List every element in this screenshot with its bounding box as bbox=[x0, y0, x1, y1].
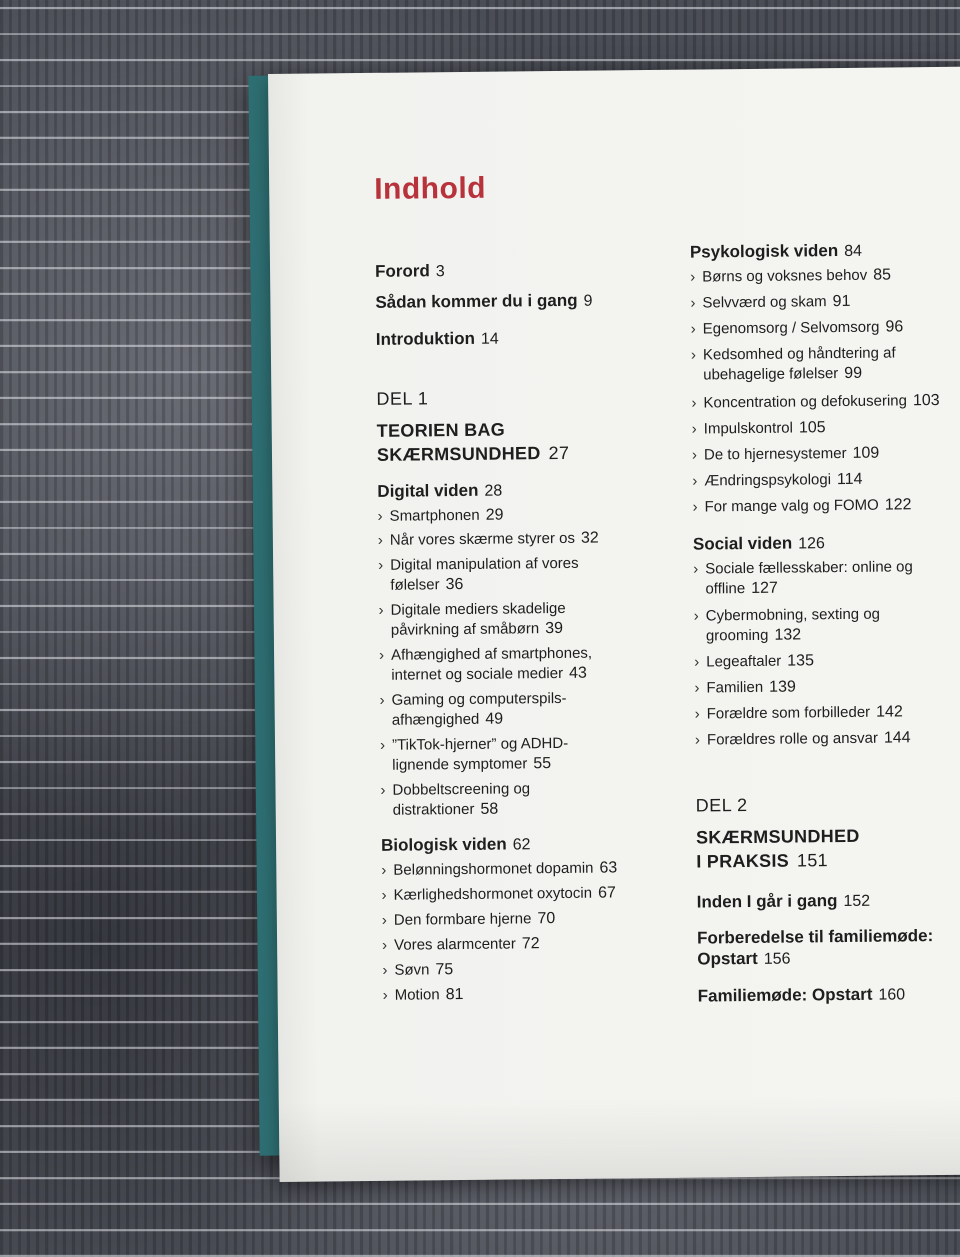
entry-page: 122 bbox=[884, 496, 912, 514]
entry-page: 14 bbox=[480, 330, 499, 348]
entry-page: 36 bbox=[445, 575, 464, 594]
toc-entry bbox=[697, 889, 957, 914]
section-label: Psykologisk viden bbox=[689, 241, 839, 262]
toc-entry bbox=[697, 925, 937, 971]
book-page bbox=[268, 67, 960, 1182]
entry-label: Smartphonen bbox=[389, 506, 480, 525]
entry-page: 32 bbox=[580, 529, 599, 547]
toc-title: Indhold bbox=[374, 171, 487, 206]
toc-subentry bbox=[382, 933, 674, 956]
toc-subentry bbox=[690, 265, 960, 288]
toc-subentry bbox=[378, 554, 590, 596]
entry-page: 9 bbox=[583, 292, 593, 310]
entry-page: 127 bbox=[751, 579, 778, 597]
entry-label: ”TikTok-hjerner” og ADHD-lignende symptomer bbox=[391, 734, 569, 774]
entry-label: Familiemøde: Opstart bbox=[697, 984, 873, 1006]
entry-page: 49 bbox=[485, 710, 504, 728]
entry-page: 160 bbox=[878, 986, 906, 1004]
entry-label: Den formbare hjerne bbox=[393, 910, 532, 929]
entry-page: 55 bbox=[533, 755, 552, 773]
part-title-line: I PRAKSIS bbox=[696, 850, 790, 872]
entry-page: 96 bbox=[885, 318, 904, 336]
entry-page: 114 bbox=[836, 470, 863, 489]
section-page: 62 bbox=[512, 836, 531, 854]
toc-subentry bbox=[378, 504, 670, 527]
entry-page: 132 bbox=[774, 626, 802, 644]
entry-label: Inden I går i gang bbox=[696, 891, 838, 912]
entry-label: De to hjernesystemer bbox=[703, 444, 847, 464]
entry-label: Vores alarmcenter bbox=[394, 935, 516, 954]
entry-page: 144 bbox=[883, 729, 911, 747]
toc-subentry bbox=[695, 728, 960, 751]
entry-label: Kedsomhed og håndtering af ubehagelige følelser bbox=[702, 344, 896, 384]
entry-page: 85 bbox=[873, 266, 892, 284]
entry-label: Søvn bbox=[394, 961, 430, 979]
toc-subentry bbox=[693, 557, 920, 599]
section-page: 126 bbox=[798, 535, 825, 553]
section-heading bbox=[693, 532, 825, 555]
part-page: 151 bbox=[796, 850, 829, 871]
entry-label: Koncentration og defokusering bbox=[703, 392, 908, 412]
toc-subentry bbox=[380, 779, 562, 821]
entry-label: Digitale mediers skadelige påvirkning af småbørn bbox=[390, 599, 566, 639]
section-page: 28 bbox=[484, 482, 503, 500]
section-heading bbox=[690, 240, 862, 264]
entry-page: 135 bbox=[787, 652, 815, 670]
part-title-line: SKÆRMSUNDHED bbox=[376, 443, 541, 465]
part-title-line: SKÆRMSUNDHED bbox=[695, 825, 860, 848]
part-number: DEL 2 bbox=[695, 795, 748, 816]
entry-page: 109 bbox=[852, 444, 880, 462]
entry-label: Selvværd og skam bbox=[702, 293, 827, 312]
entry-label: Børns og voksnes behov bbox=[702, 266, 868, 286]
part-title bbox=[377, 417, 570, 467]
entry-page: 70 bbox=[537, 910, 556, 928]
entry-label: Familien bbox=[706, 678, 764, 697]
entry-label: Impulskontrol bbox=[703, 419, 794, 438]
toc-subentry bbox=[382, 958, 674, 981]
entry-label: Motion bbox=[394, 986, 440, 1004]
entry-label: Ændringspsykologi bbox=[704, 471, 832, 490]
entry-page: 156 bbox=[763, 950, 791, 968]
entry-page: 63 bbox=[599, 859, 618, 877]
part-title-line: TEORIEN BAG bbox=[376, 419, 506, 441]
section-heading bbox=[381, 833, 531, 857]
toc-subentry bbox=[694, 650, 960, 673]
toc-subentry bbox=[691, 391, 960, 414]
toc-subentry bbox=[382, 908, 674, 931]
entry-label: Cybermobning, sexting og grooming bbox=[705, 605, 881, 645]
entry-page: 142 bbox=[876, 703, 903, 721]
entry-page: 103 bbox=[912, 391, 940, 410]
toc-subentry bbox=[694, 605, 891, 647]
entry-page: 43 bbox=[568, 664, 587, 682]
toc-subentry bbox=[691, 317, 960, 340]
entry-page: 81 bbox=[445, 986, 464, 1004]
section-label: Social viden bbox=[692, 533, 793, 554]
part-number: DEL 1 bbox=[376, 388, 429, 409]
entry-page: 75 bbox=[435, 961, 454, 979]
toc-subentry bbox=[692, 495, 960, 518]
entry-label: Sådan kommer du i gang bbox=[375, 290, 578, 312]
toc-entry bbox=[375, 260, 445, 283]
toc-subentry bbox=[692, 443, 960, 466]
toc-entry bbox=[698, 983, 958, 1008]
entry-page: 67 bbox=[597, 884, 616, 902]
entry-label: Dobbeltscreening og distraktioner bbox=[392, 780, 531, 819]
toc-subentry bbox=[691, 343, 918, 385]
toc-subentry bbox=[695, 702, 960, 725]
entry-label: For mange valg og FOMO bbox=[704, 496, 879, 516]
entry-label: Forberedelse til familiemøde: Opstart bbox=[696, 926, 934, 969]
toc-subentry bbox=[382, 883, 674, 906]
entry-label: Egenomsorg / Selvomsorg bbox=[702, 318, 880, 338]
entry-label: Kærlighedshormonet oxytocin bbox=[393, 884, 593, 904]
toc-subentry bbox=[379, 689, 581, 731]
entry-page: 105 bbox=[798, 419, 826, 437]
entry-label: Når vores skærme styrer os bbox=[389, 529, 576, 549]
toc-subentry bbox=[692, 469, 960, 492]
entry-label: Digital manipulation af vores følelser bbox=[390, 554, 579, 594]
toc-subentry bbox=[378, 528, 670, 551]
entry-page: 99 bbox=[844, 364, 863, 382]
toc-subentry bbox=[381, 858, 673, 881]
part-page: 27 bbox=[548, 442, 570, 464]
toc-entry bbox=[375, 290, 592, 314]
entry-label: Belønningshormonet dopamin bbox=[393, 859, 594, 879]
entry-page: 58 bbox=[480, 800, 499, 818]
page-shadow bbox=[279, 1095, 960, 1182]
entry-label: Gaming og computerspils-afhængighed bbox=[391, 689, 567, 729]
entry-page: 139 bbox=[769, 678, 796, 696]
toc-subentry bbox=[380, 734, 602, 776]
entry-label: Forældre som forbilleder bbox=[706, 703, 871, 723]
entry-label: Forord bbox=[374, 261, 430, 281]
section-label: Biologisk viden bbox=[380, 834, 507, 855]
toc-subentry bbox=[692, 417, 960, 440]
entry-label: Introduktion bbox=[375, 328, 476, 349]
entry-label: Legeaftaler bbox=[706, 652, 782, 671]
toc-subentry bbox=[379, 599, 591, 641]
entry-page: 91 bbox=[832, 292, 851, 311]
section-label: Digital viden bbox=[377, 480, 479, 501]
entry-label: Afhængighed af smartphones, internet og sociale medier bbox=[391, 644, 593, 684]
entry-page: 39 bbox=[545, 619, 564, 638]
entry-page: 152 bbox=[843, 892, 871, 911]
entry-page: 72 bbox=[521, 935, 540, 953]
section-page: 84 bbox=[844, 242, 863, 260]
toc-subentry bbox=[690, 291, 960, 314]
entry-label: Forældres rolle og ansvar bbox=[706, 729, 878, 749]
entry-page: 29 bbox=[485, 506, 504, 524]
part-title bbox=[696, 824, 860, 874]
toc-subentry bbox=[379, 643, 611, 685]
toc-subentry bbox=[694, 676, 960, 699]
section-heading bbox=[377, 480, 502, 503]
entry-page: 3 bbox=[435, 263, 445, 281]
entry-label: Sociale fællesskaber: online og offline bbox=[705, 558, 913, 598]
toc-subentry bbox=[383, 983, 675, 1006]
toc-entry bbox=[376, 328, 499, 351]
